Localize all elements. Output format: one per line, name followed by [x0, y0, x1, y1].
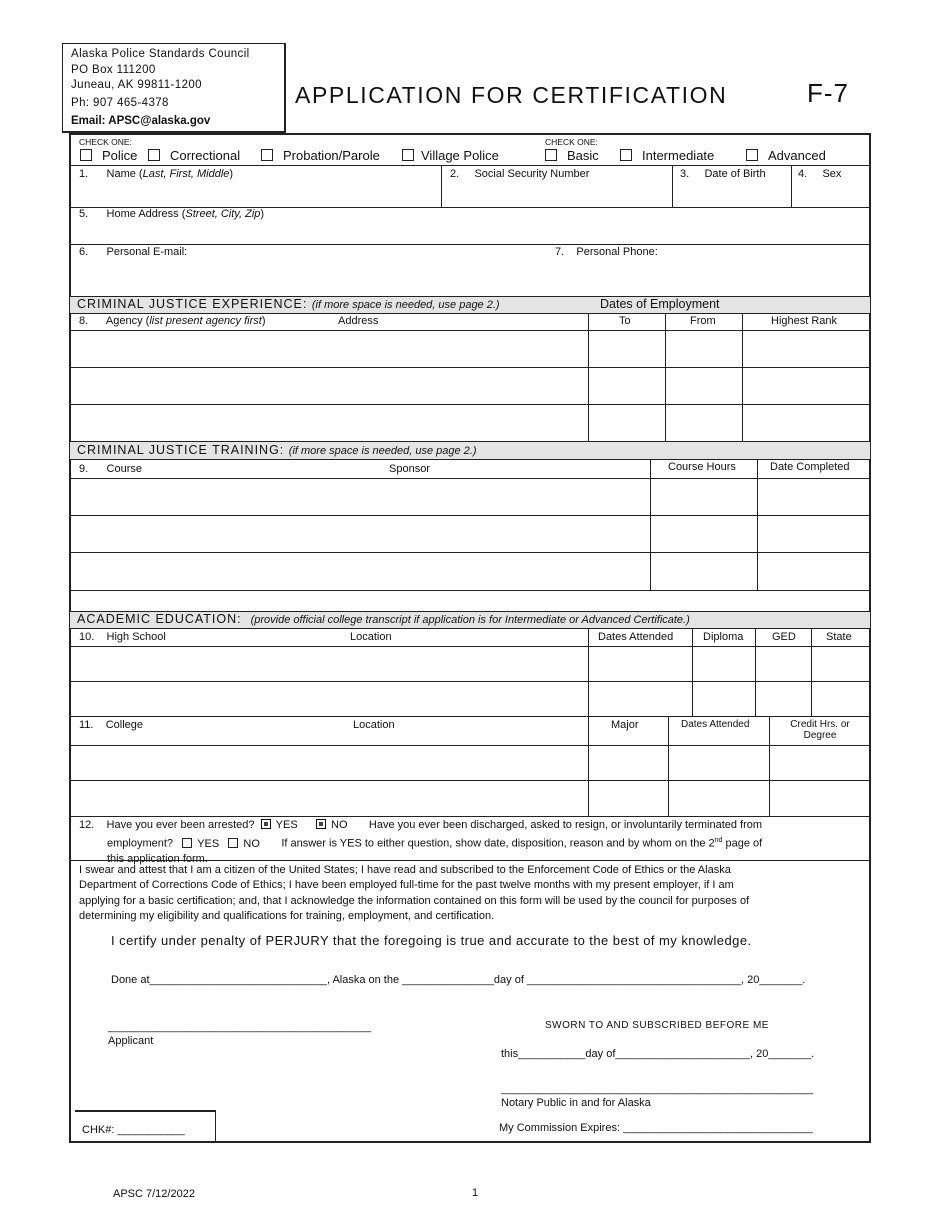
divider [70, 860, 870, 861]
divider [70, 165, 870, 166]
dates-of-employment-header: Dates of Employment [600, 297, 720, 311]
sex-field[interactable]: 4. Sex [798, 168, 842, 180]
agency-address-box [62, 43, 286, 133]
high-school-row[interactable] [70, 647, 588, 681]
email-field[interactable]: 6. Personal E-mail: [79, 246, 188, 258]
training-row[interactable] [70, 516, 650, 552]
college-header: 11. College [79, 719, 144, 731]
org-name: Alaska Police Standards Council [71, 48, 250, 60]
divider [665, 313, 666, 441]
training-row[interactable] [70, 553, 650, 589]
education-title: ACADEMIC EDUCATION: (provide official college transcript if application is for Intermediate or Advanced Certificate.) [77, 612, 690, 626]
dob-field[interactable]: 3. Date of Birth [680, 168, 766, 180]
divider [441, 165, 442, 207]
checkbox-village-police[interactable]: Village Police [402, 148, 499, 163]
sponsor-header: Sponsor [389, 463, 430, 475]
divider [588, 313, 589, 441]
notary-label: Notary Public in and for Alaska [501, 1097, 651, 1109]
checkbox-icon [620, 149, 632, 161]
question-12: 12. Have you ever been arrested? YES NO Have you ever been discharged, asked to resign, or involuntarily terminated from employment? YES NO If answer is YES to either question, show date, disposition, reason and by whom on the 2nd page of this application form. [79, 819, 763, 865]
course-hours-header: Course Hours [668, 461, 736, 473]
divider [70, 816, 870, 817]
major-header: Major [611, 719, 639, 731]
discharged-yes-checkbox[interactable]: YES [182, 838, 219, 850]
checkbox-icon [545, 149, 557, 161]
divider [70, 716, 870, 717]
checkbox-correctional[interactable]: Correctional [148, 148, 240, 163]
diploma-header: Diploma [703, 631, 744, 643]
po-box: PO Box 111200 [71, 63, 156, 76]
checkbox-icon [261, 149, 273, 161]
hs-location-header: Location [350, 631, 392, 643]
divider [70, 590, 870, 591]
date-completed-header: Date Completed [770, 461, 850, 473]
college-dates-header: Dates Attended [681, 719, 750, 730]
hs-dates-header: Dates Attended [598, 631, 674, 643]
revision-date: APSC 7/12/2022 [113, 1188, 195, 1200]
divider [672, 165, 673, 207]
divider [791, 165, 792, 207]
applicant-signature-line[interactable]: ___________________________________________ [108, 1021, 372, 1033]
ssn-field[interactable]: 2. Social Security Number [450, 168, 590, 180]
sworn-label: SWORN TO AND SUBSCRIBED BEFORE ME [545, 1020, 769, 1031]
college-location-header: Location [353, 719, 395, 731]
checkbox-intermediate[interactable]: Intermediate [620, 148, 714, 163]
notary-signature-line[interactable]: ___________________________________________________ [501, 1083, 814, 1095]
highest-rank-header: Highest Rank [771, 315, 838, 327]
page-title: APPLICATION FOR CERTIFICATION [295, 82, 728, 108]
divider [692, 629, 693, 716]
phone-field[interactable]: 7. Personal Phone: [555, 246, 658, 258]
experience-row[interactable] [70, 368, 588, 404]
checkbox-icon [182, 838, 192, 848]
done-at-line[interactable]: Done at_____________________________, Alaska on the _______________day of ___________________________________, 20_______. [111, 974, 806, 986]
commission-expires-line[interactable]: My Commission Expires: _______________________________ [499, 1122, 813, 1134]
experience-title: CRIMINAL JUSTICE EXPERIENCE: (if more space is needed, use page 2.) [77, 297, 500, 311]
arrested-yes-checkbox[interactable]: YES [261, 819, 298, 831]
divider [668, 716, 669, 816]
state-header: State [826, 631, 852, 643]
checkbox-advanced[interactable]: Advanced [746, 148, 826, 163]
checkbox-icon [80, 149, 92, 161]
checkbox-icon [402, 149, 414, 161]
checkbox-icon [148, 149, 160, 161]
city: Juneau, AK 99811-1200 [71, 79, 202, 91]
experience-row[interactable] [70, 331, 588, 367]
oath-text: I swear and attest that I am a citizen of the United States; I have read and subscribed to the Enforcement Code of Ethics or the Alaska Department of Corrections Code of Ethics; I have been employed full-time for the past twelve months with my present employer, if I am applying for a basic certification; and, that I acknowledge the information contained on this form will be used by the council for purposes of determining my eligibility and qualifications for training, employment, and certification. [79, 864, 750, 922]
checkbox-probation-parole[interactable]: Probation/Parole [261, 148, 380, 163]
arrested-no-checkbox[interactable]: NO [316, 819, 348, 831]
college-row[interactable] [70, 746, 588, 780]
checkbox-icon [261, 819, 271, 829]
agency-header: 8. Agency (list present agency first) [79, 315, 266, 327]
form-number: F-7 [807, 78, 849, 108]
discharged-no-checkbox[interactable]: NO [228, 838, 260, 850]
check-one-label: CHECK ONE: [79, 137, 132, 147]
divider [70, 244, 870, 245]
phone: Ph: 907 465-4378 [71, 96, 169, 109]
page-number: 1 [472, 1187, 479, 1199]
from-header: From [690, 315, 716, 327]
checkbox-icon [316, 819, 326, 829]
home-address-field[interactable]: 5. Home Address (Street, City, Zip) [79, 208, 265, 220]
divider [588, 629, 589, 716]
ged-header: GED [772, 631, 796, 643]
check-number-label: CHK#: ___________ [82, 1124, 185, 1136]
divider [811, 629, 812, 716]
checkbox-basic[interactable]: Basic [545, 148, 599, 163]
applicant-label: Applicant [108, 1035, 154, 1047]
divider [742, 313, 743, 441]
college-row[interactable] [70, 781, 588, 815]
checkbox-icon [746, 149, 758, 161]
checkbox-police[interactable]: Police [80, 148, 137, 163]
high-school-header: 10. High School [79, 631, 166, 643]
course-header: 9. Course [79, 463, 142, 475]
training-row[interactable] [70, 479, 650, 515]
address-header: Address [338, 315, 379, 327]
name-field[interactable]: 1. Name (Last, First, Middle) [79, 168, 234, 180]
divider [650, 460, 651, 590]
checkbox-icon [228, 838, 238, 848]
email: Email: APSC@alaska.gov [71, 115, 211, 127]
check-one-label-2: CHECK ONE: [545, 137, 598, 147]
credit-hours-header: Credit Hrs. or Degree [790, 719, 850, 741]
divider [588, 716, 589, 816]
divider [769, 716, 770, 816]
divider [755, 629, 756, 716]
divider [757, 460, 758, 590]
training-title: CRIMINAL JUSTICE TRAINING: (if more space is needed, use page 2.) [77, 443, 477, 457]
to-header: To [619, 315, 631, 327]
perjury-statement: I certify under penalty of PERJURY that the foregoing is true and accurate to the best of my knowledge. [111, 933, 752, 948]
high-school-row[interactable] [70, 682, 588, 716]
experience-row[interactable] [70, 405, 588, 441]
sworn-date-line[interactable]: this___________day of______________________, 20_______. [501, 1048, 815, 1060]
